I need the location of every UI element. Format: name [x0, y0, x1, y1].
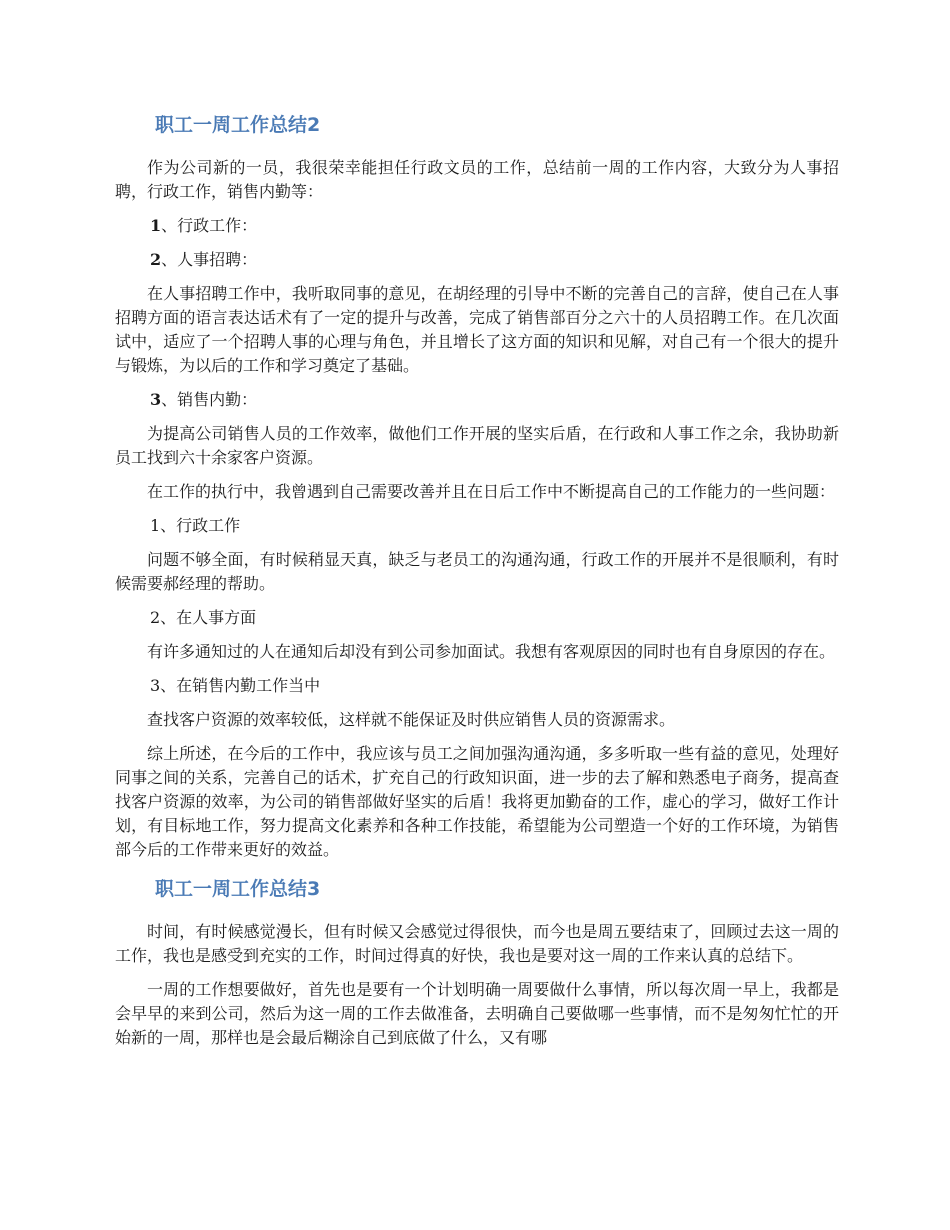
- list-item-recruit: [115, 248, 839, 272]
- section-3-title: 职工一周工作总结3: [155, 878, 321, 900]
- paragraph-summary: 综上所述，在今后的工作中，我应该与员工之间加强沟通沟通，多多听取一些有益的意见，处理好同事之间的关系，完善自己的话术，扩充自己的行政知识面，进一步的去了解和熟悉电子商务，提高查找客户资源的效率，为公司的销售部做好坚实的后盾！我将更加勤奋的工作，虚心的学习，做好工作计划，有目标地工作，努力提高文化素养和各种工作技能，希望能为公司塑造一个好的工作环境，为销售部今后的工作带来更好的效益。: [115, 744, 839, 859]
- list-item-admin: [115, 214, 839, 238]
- document-page: [115, 108, 839, 1060]
- list-label: 、行政工作：: [161, 216, 258, 235]
- paragraph-problems: 在工作的执行中，我曾遇到自己需要改善并且在日后工作中不断提高自己的工作能力的一些问题：: [147, 482, 836, 501]
- subheading-hr: 2、在人事方面: [150, 608, 257, 627]
- list-label: 、销售内勤：: [161, 390, 258, 409]
- subheading-admin: 1、行政工作: [150, 516, 241, 535]
- paragraph-sub-hr: 有许多通知过的人在通知后却没有到公司参加面试。我想有客观原因的同时也有自身原因的存在。: [147, 642, 836, 661]
- list-label: 、人事招聘：: [161, 250, 258, 269]
- section-2-intro: 作为公司新的一员，我很荣幸能担任行政文员的工作，总结前一周的工作内容，大致分为人事招聘，行政工作，销售内勤等：: [115, 158, 839, 201]
- list-number: 1: [150, 216, 162, 235]
- list-number: 3: [150, 390, 162, 409]
- subheading-sales: 3、在销售内勤工作当中: [150, 676, 321, 695]
- list-number: 2: [150, 250, 162, 269]
- section-3-paragraph-1: 时间，有时候感觉漫长，但有时候又会感觉过得很快，而今也是周五要结束了，回顾过去这一周的工作，我也是感受到充实的工作，时间过得真的好快，我也是要对这一周的工作来认真的总结下。: [115, 922, 839, 965]
- section-3-paragraph-2: 一周的工作想要做好，首先也是要有一个计划明确一周要做什么事情，所以每次周一早上，我都是会早早的来到公司，然后为这一周的工作去做准备，去明确自己要做哪一些事情，而不是匆匆忙忙的开始新的一周，那样也是会最后糊涂自己到底做了什么，又有哪: [115, 980, 839, 1047]
- paragraph-sub-admin: 问题不够全面，有时候稍显天真，缺乏与老员工的沟通沟通，行政工作的开展并不是很顺利，有时候需要郝经理的帮助。: [115, 550, 839, 593]
- paragraph-sub-sales: 查找客户资源的效率较低，这样就不能保证及时供应销售人员的资源需求。: [147, 710, 676, 729]
- paragraph-sales: 为提高公司销售人员的工作效率，做他们工作开展的坚实后盾，在行政和人事工作之余，我协助新员工找到六十余家客户资源。: [115, 424, 839, 467]
- paragraph-recruit: 在人事招聘工作中，我听取同事的意见，在胡经理的引导中不断的完善自己的言辞，使自己在人事招聘方面的语言表达话术有了一定的提升与改善，完成了销售部百分之六十的人员招聘工作。在几次面试中，适应了一个招聘人事的心理与角色，并且增长了这方面的知识和见解，对自己有一个很大的提升与锻炼，为以后的工作和学习奠定了基础。: [115, 284, 839, 375]
- list-item-sales: [115, 388, 839, 412]
- section-2-title: 职工一周工作总结2: [155, 114, 321, 136]
